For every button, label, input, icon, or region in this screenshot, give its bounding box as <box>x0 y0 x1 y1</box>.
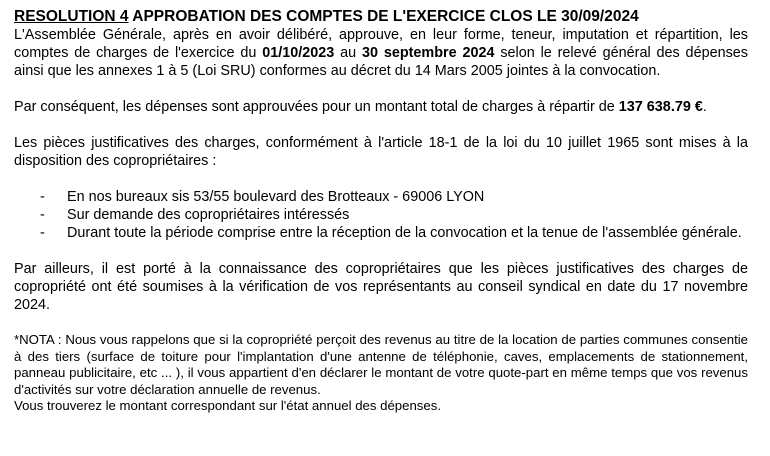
resolution-heading: APPROBATION DES COMPTES DE L'EXERCICE CLOS LE 30/09/2024 <box>128 8 639 25</box>
period-end-date: 30 septembre 2024 <box>361 45 495 61</box>
nota-block <box>14 332 748 415</box>
bullet-dash: - <box>40 189 45 205</box>
list-item-text: En nos bureaux sis 53/55 boulevard des Brotteaux - 69006 LYON <box>67 189 485 205</box>
nota-text: *NOTA : Nous vous rappelons que si la copropriété perçoit des revenus au titre de la location de parties communes consentie à des tiers (surface de toiture pour l'implantation d'une antenne de téléphonie, caves, emplacements de stationnement, panneau publicitaire, etc ... ), il vous appartient d'en déclarer le montant de votre quote-part en même temps que vos revenus d'activités sur votre déclaration annuelle de revenus. <box>14 332 748 397</box>
amount-paragraph <box>14 98 748 116</box>
approval-text-mid: au <box>334 45 362 61</box>
nota-footer: Vous trouverez le montant correspondant sur l'état annuel des dépenses. <box>14 398 441 414</box>
approval-paragraph <box>14 26 748 80</box>
total-charges-amount: 137 638.79 € <box>618 99 703 115</box>
availability-list <box>14 188 748 242</box>
resolution-title <box>14 8 748 26</box>
documents-paragraph: Les pièces justificatives des charges, conformément à l'article 18-1 de la loi du 10 juillet 1965 sont mises à la disposition des copropriétaires : <box>14 135 748 169</box>
amount-text-start: Par conséquent, les dépenses sont approuvées pour un montant total de charges à répartir de <box>14 99 619 115</box>
approval-text-start: L'Assemblée Générale, après en avoir délibéré, approuve, en leur forme, teneur, imputation et répartition, les comptes de charges de l'exercice du <box>14 27 748 61</box>
bullet-dash: - <box>40 225 45 241</box>
bullet-dash: - <box>40 207 45 223</box>
amount-text-end: . <box>702 99 707 115</box>
verification-paragraph: Par ailleurs, il est porté à la connaissance des copropriétaires que les pièces justificatives des charges de copropriété ont été soumises à la vérification de vos représentants au conseil syndical en date du 17 novembre 2024. <box>14 261 748 313</box>
list-item <box>14 188 748 206</box>
list-item-text: Sur demande des copropriétaires intéressés <box>67 207 350 223</box>
list-item <box>14 206 748 224</box>
list-item <box>14 224 748 242</box>
resolution-label: RESOLUTION 4 <box>14 8 129 25</box>
period-start-date: 01/10/2023 <box>262 45 335 61</box>
list-item-text: Durant toute la période comprise entre la réception de la convocation et la tenue de l'assemblée générale. <box>67 225 742 241</box>
approval-text-end: selon le relevé général des dépenses ainsi que les annexes 1 à 5 (Loi SRU) conformes au décret du 14 Mars 2005 jointes à la convocation. <box>14 45 748 79</box>
